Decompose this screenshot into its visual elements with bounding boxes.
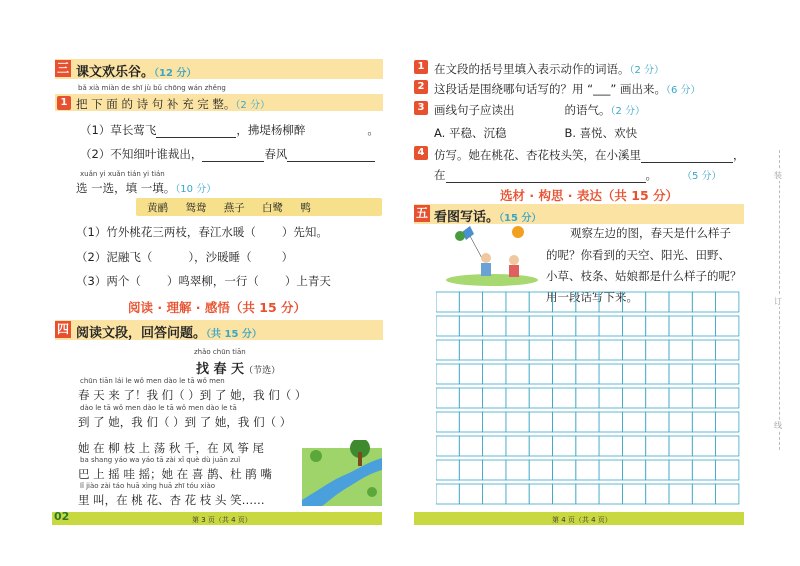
grid-cell[interactable] bbox=[459, 316, 482, 336]
r-q3-option-b[interactable]: B. 喜悦、欢快 bbox=[564, 126, 638, 140]
grid-cell[interactable] bbox=[459, 484, 482, 504]
section-3-points: （12 分） bbox=[154, 68, 197, 79]
section-4-title-text: 阅读文段，回答问题。 bbox=[76, 326, 207, 341]
grid-cell[interactable] bbox=[483, 364, 506, 384]
grid-cell[interactable] bbox=[576, 388, 599, 408]
grid-cell[interactable] bbox=[436, 460, 459, 480]
grid-cell[interactable] bbox=[576, 316, 599, 336]
grid-cell[interactable] bbox=[669, 460, 692, 480]
grid-cell[interactable] bbox=[459, 292, 482, 312]
q2-instruction bbox=[76, 180, 216, 196]
grid-cell[interactable] bbox=[483, 340, 506, 360]
r-q2 bbox=[434, 81, 701, 97]
grid-cell[interactable] bbox=[436, 364, 459, 384]
grid-cell[interactable] bbox=[459, 340, 482, 360]
grid-cell[interactable] bbox=[553, 292, 576, 312]
grid-cell[interactable] bbox=[669, 292, 692, 312]
grid-cell[interactable] bbox=[459, 388, 482, 408]
fill-line-2 bbox=[76, 249, 293, 265]
grid-cell[interactable] bbox=[599, 460, 622, 480]
grid-cell[interactable] bbox=[553, 484, 576, 504]
grid-cell[interactable] bbox=[576, 340, 599, 360]
story-line-5: 里 叫，在 桃 花、杏 花 枝 头 笑…… bbox=[78, 493, 265, 507]
section-3-title-text: 课文欢乐谷。 bbox=[76, 65, 155, 80]
r-q4-line-2 bbox=[434, 167, 722, 183]
writing-prompt-2: 的呢？你看到的天空、阳光、田野、 bbox=[546, 248, 730, 262]
r-q3-text: 画线句子应读出 bbox=[434, 103, 515, 117]
grid-cell[interactable] bbox=[599, 340, 622, 360]
word-yanzi: 燕子 bbox=[223, 202, 245, 214]
grid-cell[interactable] bbox=[646, 340, 669, 360]
grid-cell[interactable] bbox=[716, 388, 739, 408]
grid-cell[interactable] bbox=[506, 484, 529, 504]
writing-grid[interactable] bbox=[436, 291, 740, 507]
grid-cell[interactable] bbox=[459, 436, 482, 456]
poem-1-b: ，拂堤杨柳醉 bbox=[236, 123, 306, 137]
story-line-4-pinyin: ba shang yáo wa yáo tā zài xǐ què dù juān zuǐ bbox=[80, 456, 241, 464]
fill-2-a: （2）泥融飞（ bbox=[76, 250, 153, 264]
word-yuanyang: 鸳鸯 bbox=[185, 202, 207, 214]
grid-cell[interactable] bbox=[646, 484, 669, 504]
poem-2-a: （2）不知细叶谁裁出， bbox=[80, 147, 203, 161]
left-footer-text: 第 3 页（共 4 页） bbox=[192, 516, 252, 524]
grid-cell[interactable] bbox=[622, 484, 645, 504]
poem-line-2 bbox=[80, 146, 375, 162]
section-4-title bbox=[76, 322, 262, 341]
word-ya: 鸭 bbox=[300, 202, 311, 214]
grid-cell[interactable] bbox=[692, 340, 715, 360]
grid-cell[interactable] bbox=[669, 436, 692, 456]
r-q4-points: （5 分） bbox=[687, 171, 722, 182]
r-q1-points: （2 分） bbox=[629, 65, 665, 76]
r-q3 bbox=[434, 102, 645, 118]
grid-cell[interactable] bbox=[716, 412, 739, 432]
grid-cell[interactable] bbox=[669, 340, 692, 360]
section-5-badge: 五 bbox=[415, 206, 428, 220]
grid-cell[interactable] bbox=[599, 412, 622, 432]
fill-line-1 bbox=[76, 224, 328, 240]
grid-cell[interactable] bbox=[576, 364, 599, 384]
fill-3-a: （3）两个（ bbox=[76, 274, 141, 288]
poem-1-blank[interactable] bbox=[156, 126, 236, 138]
fill-3-b: ）鸣翠柳，一行（ bbox=[166, 274, 259, 288]
fill-2-b: ），沙暖睡（ bbox=[188, 250, 252, 264]
grid-cell[interactable] bbox=[622, 340, 645, 360]
grid-cell[interactable] bbox=[646, 388, 669, 408]
grid-cell[interactable] bbox=[599, 484, 622, 504]
r-q2-number: 2 bbox=[414, 80, 428, 94]
grid-cell[interactable] bbox=[599, 388, 622, 408]
grid-cell[interactable] bbox=[576, 484, 599, 504]
story-line-1-pinyin: chūn tiān lái le wǒ men dào le tā wǒ men bbox=[80, 377, 225, 385]
left-page-number: 02 bbox=[54, 510, 70, 523]
grid-cell[interactable] bbox=[529, 388, 552, 408]
binding-mark-3: 线 bbox=[774, 421, 782, 430]
fill-3-c: ）上青天 bbox=[284, 274, 331, 288]
grid-cell[interactable] bbox=[622, 412, 645, 432]
binding-mark-2: 订 bbox=[774, 297, 782, 306]
section-5-title-text: 看图写话。 bbox=[434, 210, 500, 225]
story-line-4: 巴 上 摇 哇 摇；她 在 喜 鹊、杜 鹃 嘴 bbox=[78, 467, 272, 481]
grid-cell[interactable] bbox=[436, 340, 459, 360]
writing-prompt-3: 小草、枝条、姑娘都是什么样子的呢？ bbox=[546, 269, 742, 283]
r-q4-line-1 bbox=[434, 147, 745, 163]
section-4-badge: 四 bbox=[56, 322, 69, 336]
story-title bbox=[196, 358, 280, 377]
river-illustration bbox=[302, 440, 382, 506]
grid-cell[interactable] bbox=[529, 316, 552, 336]
story-line-5-pinyin: lǐ jiào zài táo huā xìng huā zhī tóu xiào bbox=[80, 482, 216, 490]
r-q3-number: 3 bbox=[414, 101, 428, 115]
r-q3-text2: 的语气。 bbox=[564, 103, 611, 117]
word-bailu: 白鹭 bbox=[262, 202, 284, 214]
fill-1-b: ）先知。 bbox=[281, 225, 328, 239]
grid-cell[interactable] bbox=[669, 484, 692, 504]
grid-cell[interactable] bbox=[576, 436, 599, 456]
poem-2-b: 春风 bbox=[264, 147, 288, 161]
story-line-2: 到 了 她，我 们（ ）到 了 她，我 们（ ） bbox=[78, 415, 292, 429]
grid-cell[interactable] bbox=[483, 388, 506, 408]
grid-cell[interactable] bbox=[483, 292, 506, 312]
grid-cell[interactable] bbox=[436, 436, 459, 456]
grid-cell[interactable] bbox=[576, 412, 599, 432]
grid-cell[interactable] bbox=[483, 436, 506, 456]
grid-cell[interactable] bbox=[436, 292, 459, 312]
story-line-2-pinyin: dào le tā wǒ men dào le tā wǒ men dào le tā bbox=[80, 404, 237, 412]
grid-cell[interactable] bbox=[459, 412, 482, 432]
grid-cell[interactable] bbox=[483, 484, 506, 504]
q1-points: （2 分） bbox=[235, 100, 270, 111]
grid-cell[interactable] bbox=[646, 412, 669, 432]
grid-cell[interactable] bbox=[692, 316, 715, 336]
q1-pinyin: bǎ xià miàn de shī jù bǔ chōng wán zhěng bbox=[78, 84, 226, 92]
story-line-1: 春 天 来 了！我 们（ ）到 了 她，我 们（ ） bbox=[78, 388, 307, 402]
r-q1 bbox=[434, 61, 664, 77]
grid-cell[interactable] bbox=[692, 388, 715, 408]
grid-cell[interactable] bbox=[436, 412, 459, 432]
writing-banner: 选材 · 构思 · 表达（共 15 分） bbox=[500, 188, 679, 203]
grid-cell[interactable] bbox=[716, 340, 739, 360]
grid-cell[interactable] bbox=[506, 412, 529, 432]
grid-cell[interactable] bbox=[599, 292, 622, 312]
grid-cell[interactable] bbox=[646, 436, 669, 456]
grid-cell[interactable] bbox=[716, 460, 739, 480]
fill-2-c: ） bbox=[281, 250, 294, 264]
grid-cell[interactable] bbox=[716, 484, 739, 504]
reading-banner: 阅读 · 理解 · 感悟（共 15 分） bbox=[128, 300, 307, 315]
section-4-points: （共 15 分） bbox=[206, 329, 262, 340]
grid-cell[interactable] bbox=[599, 436, 622, 456]
q2-pinyin: xuǎn yi xuǎn tián yi tián bbox=[80, 170, 165, 178]
r-q4-text4: 。 bbox=[645, 168, 657, 182]
grid-cell[interactable] bbox=[506, 316, 529, 336]
r-q4-text3: 在 bbox=[434, 168, 446, 182]
poem-1-a: （1）草长莺飞 bbox=[80, 123, 157, 137]
grid-cell[interactable] bbox=[646, 460, 669, 480]
grid-cell[interactable] bbox=[459, 364, 482, 384]
grid-cell[interactable] bbox=[529, 484, 552, 504]
grid-cell[interactable] bbox=[576, 460, 599, 480]
q2-points: （10 分） bbox=[175, 184, 217, 195]
binding-mark-1: 装 bbox=[774, 171, 782, 180]
section-5-points: （15 分） bbox=[499, 213, 542, 224]
grid-cell[interactable] bbox=[506, 340, 529, 360]
grid-cell[interactable] bbox=[646, 316, 669, 336]
r-q4-blank-2[interactable] bbox=[446, 171, 646, 183]
grid-cell[interactable] bbox=[622, 460, 645, 480]
r-q4-blank-1[interactable] bbox=[641, 151, 733, 163]
r-q3-blank[interactable] bbox=[515, 107, 565, 118]
story-line-3: 她 在 柳 枝 上 荡 秋 千，在 风 筝 尾 bbox=[78, 441, 265, 455]
q1-instruction bbox=[76, 96, 270, 112]
grid-cell[interactable] bbox=[529, 340, 552, 360]
grid-cell[interactable] bbox=[483, 316, 506, 336]
grid-cell[interactable] bbox=[692, 484, 715, 504]
grid-cell[interactable] bbox=[599, 364, 622, 384]
writing-prompt-1: 观察左边的图，春天是什么样子 bbox=[570, 226, 731, 240]
grid-cell[interactable] bbox=[553, 340, 576, 360]
grid-cell[interactable] bbox=[529, 292, 552, 312]
q2-text: 选 一选，填 一填。 bbox=[76, 181, 176, 195]
r-q4-number: 4 bbox=[414, 146, 428, 160]
grid-cell[interactable] bbox=[646, 364, 669, 384]
grid-cell[interactable] bbox=[506, 388, 529, 408]
poem-2-blank-1[interactable] bbox=[202, 150, 264, 162]
grid-cell[interactable] bbox=[622, 292, 645, 312]
grid-cell[interactable] bbox=[646, 292, 669, 312]
grid-cell[interactable] bbox=[506, 436, 529, 456]
grid-cell[interactable] bbox=[669, 364, 692, 384]
grid-cell[interactable] bbox=[529, 364, 552, 384]
story-note: （节选） bbox=[244, 366, 281, 376]
story-title-pinyin: zhǎo chūn tiān bbox=[194, 348, 246, 356]
grid-cell[interactable] bbox=[483, 460, 506, 480]
grid-cell[interactable] bbox=[506, 364, 529, 384]
grid-cell[interactable] bbox=[599, 316, 622, 336]
grid-cell[interactable] bbox=[529, 412, 552, 432]
grid-cell[interactable] bbox=[716, 364, 739, 384]
grid-cell[interactable] bbox=[506, 292, 529, 312]
grid-cell[interactable] bbox=[483, 412, 506, 432]
fill-1-a: （1）竹外桃花三两枝，春江水暖（ bbox=[76, 225, 256, 239]
r-q2-points: （6 分） bbox=[665, 85, 701, 96]
grid-cell[interactable] bbox=[553, 436, 576, 456]
grid-cell[interactable] bbox=[553, 412, 576, 432]
r-q3-option-a[interactable]: A. 平稳、沉稳 bbox=[434, 126, 507, 140]
poem-line-1 bbox=[80, 122, 379, 138]
grid-cell[interactable] bbox=[692, 292, 715, 312]
grid-cell[interactable] bbox=[553, 364, 576, 384]
grid-cell[interactable] bbox=[506, 460, 529, 480]
grid-cell[interactable] bbox=[716, 292, 739, 312]
word-huangli: 黄鹂 bbox=[147, 202, 168, 214]
q1-text: 把 下 面 的 诗 句 补 充 完 整。 bbox=[76, 97, 236, 111]
grid-cell[interactable] bbox=[669, 388, 692, 408]
grid-cell[interactable] bbox=[553, 460, 576, 480]
r-q2-text: 这段话是围绕哪句话写的？用 “___” 画出来。 bbox=[434, 82, 666, 96]
r-q4-text: 仿写。她在桃花、杏花枝头笑，在小溪里 bbox=[434, 148, 641, 162]
grid-cell[interactable] bbox=[436, 388, 459, 408]
grid-cell[interactable] bbox=[669, 412, 692, 432]
grid-cell[interactable] bbox=[692, 412, 715, 432]
r-q3-points: （2 分） bbox=[610, 106, 646, 117]
kite-kids-illustration bbox=[440, 222, 540, 286]
grid-cell[interactable] bbox=[436, 484, 459, 504]
grid-cell[interactable] bbox=[553, 388, 576, 408]
grid-cell[interactable] bbox=[576, 292, 599, 312]
grid-cell[interactable] bbox=[692, 364, 715, 384]
right-footer-text: 第 4 页（共 4 页） bbox=[552, 516, 612, 524]
r-q3-options bbox=[434, 125, 637, 141]
r-q1-number: 1 bbox=[414, 60, 428, 74]
grid-cell[interactable] bbox=[692, 436, 715, 456]
r-q1-text: 在文段的括号里填入表示动作的词语。 bbox=[434, 62, 630, 76]
q1-number: 1 bbox=[57, 96, 71, 110]
r-q4-text2: ， bbox=[733, 148, 745, 162]
grid-cell[interactable] bbox=[622, 316, 645, 336]
grid-cell[interactable] bbox=[529, 460, 552, 480]
fill-line-3 bbox=[76, 273, 331, 289]
grid-cell[interactable] bbox=[529, 436, 552, 456]
grid-cell[interactable] bbox=[436, 316, 459, 336]
section-3-title bbox=[76, 61, 196, 80]
story-title-text: 找 春 天 bbox=[196, 362, 245, 377]
grid-cell[interactable] bbox=[459, 460, 482, 480]
grid-cell[interactable] bbox=[622, 436, 645, 456]
poem-1-c: 。 bbox=[367, 123, 379, 137]
poem-2-blank-2[interactable] bbox=[287, 150, 375, 162]
grid-cell[interactable] bbox=[716, 436, 739, 456]
word-bank-words bbox=[147, 200, 311, 215]
grid-cell[interactable] bbox=[716, 316, 739, 336]
grid-cell[interactable] bbox=[553, 316, 576, 336]
grid-cell[interactable] bbox=[669, 316, 692, 336]
writing-prompt-4: 用一段话写下来。 bbox=[546, 290, 638, 304]
grid-cell[interactable] bbox=[622, 364, 645, 384]
section-3-badge: 三 bbox=[56, 61, 69, 75]
grid-cell[interactable] bbox=[692, 460, 715, 480]
grid-cell[interactable] bbox=[622, 388, 645, 408]
